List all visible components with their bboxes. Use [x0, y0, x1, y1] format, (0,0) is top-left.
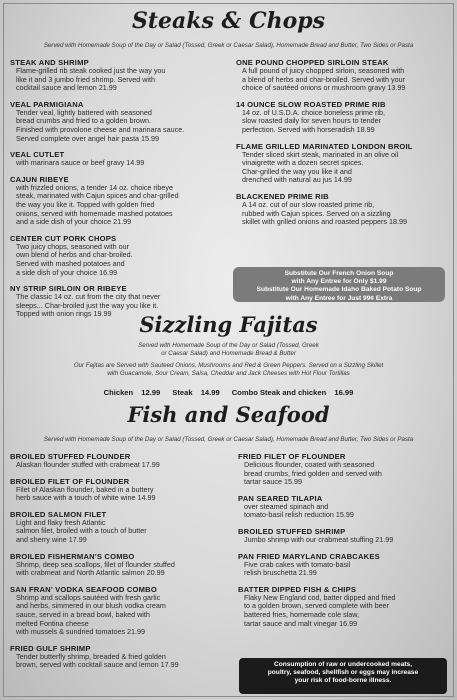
description-line: cocktail sauce and lemon 21.99 [16, 83, 117, 93]
description-line: Topped with onion rings 19.99 [16, 309, 112, 319]
menu-item [238, 585, 450, 628]
description-line: A 14 oz. cut of our slow roasted prime rib, [242, 199, 375, 209]
description-line: Tender butterfly shrimp, breaded & fried golden [16, 651, 166, 661]
description-line: A full pound of juicy chopped sirloin, seasoned with [242, 66, 405, 75]
description-line: tomato-basil relish reduction 15.99 [244, 510, 354, 520]
menu-item-description [10, 184, 232, 227]
description-line: salmon filet, broiled with a touch of butter [16, 526, 147, 536]
description-line: and sherry wine 17.99 [16, 534, 87, 544]
menu-item-description [236, 109, 450, 135]
text-line: your risk of food-borne illness. [294, 677, 392, 685]
description-line: to a golden brown, served complete with beer [244, 601, 390, 611]
description-line: the way you like it. Topped with golden fried [16, 199, 155, 209]
seafood-right-column [238, 452, 450, 635]
menu-item [10, 585, 234, 637]
menu-item-name: BROILED FISHERMAN'S COMBO [10, 551, 135, 561]
fajita-price-option [101, 388, 164, 397]
menu-item-name: FRIED GULF SHRIMP [10, 643, 91, 653]
description-line: and herbs, simmered in our blush vodka cream [16, 601, 166, 611]
description-line: battered fries, homemade cole slaw, [244, 609, 360, 619]
menu-item [10, 452, 234, 470]
text-line: Our Fajitas are Served with Sauteed Onions, Mushrooms and Red & Green Peppers. Served on a Sizzling Skillet [73, 362, 384, 369]
seafood-left-column [10, 452, 234, 677]
fajitas-description [40, 362, 417, 378]
description-line: Shrimp, deep sea scallops, filet of flounder stuffed [16, 559, 175, 569]
seafood-subtitle: Served with Homemade Soup of the Day or Salad (Tossed, Greek or Caesar Salad), Homemade Bread and Butter, Two Sides or Pasta [43, 436, 414, 443]
steaks-title: Steaks & Chops [131, 8, 326, 34]
menu-item [10, 175, 232, 227]
menu-item-description [238, 594, 450, 628]
description-line: like it and 3 jumbo fried shrimp. Served with [16, 74, 156, 84]
fajita-option-price: 16.99 [334, 388, 354, 397]
steaks-right-column [236, 58, 450, 234]
description-line: Flame-grilled rib steak cooked just the way you [16, 66, 166, 75]
menu-item-description [10, 653, 234, 670]
menu-item-description [236, 201, 450, 227]
text-line: with Any Entree for Only $1.99 [291, 278, 387, 286]
fajita-price-option [229, 388, 357, 397]
fajitas-title: Sizzling Fajitas [139, 312, 318, 337]
fajita-option-price: 12.99 [141, 388, 161, 397]
menu-item-name: NY STRIP SIRLOIN OR RIBEYE [10, 284, 127, 294]
menu-item [10, 477, 234, 503]
description-line: relish bruschetta 21.99 [244, 568, 317, 578]
description-line: herb sauce with a touch of white wine 14.99 [16, 493, 156, 503]
description-line: slow roasted daily for seven hours to tender [242, 116, 382, 126]
description-line: skillet with grilled onions and roasted peppers 18.99 [242, 217, 408, 227]
description-line: Finished with provolone cheese and marinara sauce. [16, 124, 185, 134]
menu-item-description [10, 486, 234, 503]
menu-item-description [238, 503, 450, 520]
menu-item [10, 234, 232, 277]
menu-item [10, 150, 232, 168]
menu-item-name: SAN FRAN' VODKA SEAFOOD COMBO [10, 584, 157, 594]
description-line: melted Fontina cheese [16, 618, 89, 628]
menu-item [236, 192, 450, 227]
description-line: own blend of herbs and char-broiled. [16, 250, 133, 260]
description-line: Jumbo shrimp with our crabmeat stuffing 21.99 [244, 534, 394, 544]
menu-item-name: BROILED FILET OF FLOUNDER [10, 476, 130, 486]
description-line: 14 oz. of U.S.D.A. choice boneless prime rib, [242, 107, 386, 117]
menu-item [238, 527, 450, 545]
description-line: a side dish of your choice 16.99 [16, 267, 118, 277]
soup-substitution-promo [233, 267, 445, 302]
text-line: Substitute Our Homemade Idaho Baked Potato Soup [256, 286, 422, 294]
description-line: over steamed spinach and [244, 501, 329, 511]
text-line: Consumption of raw or undercooked meats, [273, 661, 413, 668]
menu-item-name: BROILED SALMON FILET [10, 509, 107, 519]
seafood-title: Fish and Seafood [127, 402, 330, 427]
menu-item [10, 644, 234, 670]
menu-item-name: PAN SEARED TILAPIA [238, 493, 323, 503]
menu-item-description [10, 461, 234, 470]
description-line: with marinara sauce or beef gravy 14.99 [16, 158, 145, 168]
menu-item [238, 552, 450, 578]
text-line: with Guacamole, Sour Cream, Salsa, Cheddar and Jack Cheeses with Hot Flour Tortillas [107, 370, 350, 377]
fajita-option-label: Chicken [103, 388, 134, 397]
steaks-subtitle: Served with Homemade Soup of the Day or Salad (Tossed, Greek or Caesar Salad), Homemade Bread and Butter, Two Sides or Pasta [43, 42, 414, 49]
menu-item-name: FRIED FILET OF FLOUNDER [238, 452, 346, 461]
menu-item-name: CAJUN RIBEYE [10, 174, 69, 184]
description-line: Filet of Alaskan flounder, baked in a buttery [16, 484, 154, 494]
description-line: and a side dish of your choice 21.99 [16, 217, 132, 227]
fajitas-subtitle [10, 342, 447, 358]
description-line: Tender sliced skirt steak, marinated in an olive oil [242, 149, 399, 159]
description-line: The classic 14 oz. cut from the city that never [16, 292, 161, 302]
text-line: Served with Homemade Soup of the Day or Salad (Tossed, Greek [138, 342, 319, 349]
description-line: bread crumbs, fried golden and served with [244, 468, 382, 478]
description-line: bread crumbs and fried to a golden brown. [16, 116, 152, 126]
description-line: Shrimp and scallops sautéed with fresh garlic [16, 592, 161, 602]
description-line: drenched with natural au jus 14.99 [242, 175, 352, 185]
menu-item-name: CENTER CUT PORK CHOPS [10, 233, 117, 243]
menu-item-description [236, 151, 450, 185]
fajita-price-option [169, 388, 222, 397]
menu-item [236, 58, 450, 93]
description-line: choice of sautéed onions or mushroom gravy 13.99 [242, 83, 406, 93]
menu-item-description [238, 461, 450, 487]
description-line: sauce, served in a bread bowl, baked with [16, 609, 150, 619]
menu-item [10, 58, 232, 93]
description-line: tartar sauce and malt vinegar 16.99 [244, 618, 358, 628]
menu-item-description [238, 536, 450, 545]
description-line: Served complete over angel hair pasta 15.99 [16, 133, 160, 143]
menu-item [238, 452, 450, 487]
text-line: or Caesar Salad) and Homemade Bread & Butter [161, 350, 296, 357]
menu-item-description [10, 594, 234, 637]
menu-item-description [10, 561, 234, 578]
menu-item-name: PAN FRIED MARYLAND CRABCAKES [238, 551, 380, 561]
menu-item-name: VEAL CUTLET [10, 150, 65, 160]
menu-item [236, 100, 450, 135]
description-line: Flaky New England cod, batter dipped and fried [244, 592, 396, 602]
menu-item-description [10, 109, 232, 143]
description-line: tartar sauce 15.99 [244, 477, 302, 487]
menu-item-description [238, 561, 450, 578]
text-line: with Any Entree for Just 99¢ Extra [285, 294, 393, 302]
menu-item [10, 552, 234, 578]
food-safety-warning [239, 658, 447, 694]
menu-item-description [236, 67, 450, 93]
menu-item-name: STEAK AND SHRIMP [10, 58, 89, 67]
description-line: Tender veal, lightly battered with seasoned [16, 107, 152, 117]
description-line: with frizzled onions, a tender 14 oz. choice ribeye [16, 182, 174, 192]
fajitas-prices [0, 388, 457, 397]
fajita-option-label: Combo Steak and chicken [231, 388, 327, 397]
menu-item-description [10, 243, 232, 277]
description-line: sleeps... Char-broiled just the way you like it. [16, 300, 159, 310]
menu-item-description [10, 519, 234, 545]
menu-item-name: FLAME GRILLED MARINATED LONDON BROIL [236, 141, 413, 151]
menu-item-name: 14 OUNCE SLOW ROASTED PRIME RIB [236, 99, 386, 109]
menu-item-description [10, 159, 232, 168]
description-line: with mussels & sundried tomatoes 21.99 [16, 627, 146, 637]
menu-item [236, 142, 450, 185]
menu-item-name: BLACKENED PRIME RIB [236, 191, 329, 201]
menu-item-name: VEAL PARMIGIANA [10, 99, 84, 109]
description-line: Two juicy chops, seasoned with our [16, 241, 130, 251]
menu-item-name: BATTER DIPPED FISH & CHIPS [238, 584, 357, 594]
menu-item-name: BROILED STUFFED FLOUNDER [10, 452, 131, 461]
description-line: steak, marinated with Cajun spices and char-grilled [16, 191, 179, 201]
description-line: onions, served with homemade mashed potatoes [16, 208, 173, 218]
menu-item [10, 510, 234, 545]
description-line: Delicious flounder, coated with seasoned [244, 460, 375, 469]
description-line: vinaigrette with a dozen secret spices. [242, 158, 364, 168]
description-line: Alaskan flounder stuffed with crabmeat 17.99 [16, 460, 160, 469]
steaks-left-column [10, 58, 232, 326]
description-line: Served with mashed potatoes and [16, 258, 125, 268]
description-line: a blend of herbs and char-broiled. Served with your [242, 74, 406, 84]
description-line: Five crab cakes with tomato-basil [244, 559, 351, 569]
description-line: rubbed with Cajun spices. Served on a sizzling [242, 208, 391, 218]
menu-item-name: ONE POUND CHOPPED SIRLOIN STEAK [236, 58, 389, 67]
description-line: with crabmeat and North Atlantic salmon 20.99 [16, 568, 165, 578]
menu-item [10, 100, 232, 143]
menu-item-name: BROILED STUFFED SHRIMP [238, 526, 346, 536]
description-line: perfection. Served with horseradish 18.99 [242, 124, 375, 134]
text-line: Substitute Our French Onion Soup [284, 270, 394, 277]
fajita-option-label: Steak [172, 388, 193, 397]
menu-item [238, 494, 450, 520]
description-line: Light and flaky fresh Atlantic [16, 517, 106, 527]
fajita-option-price: 14.99 [200, 388, 220, 397]
description-line: Char-grilled the way you like it and [242, 166, 352, 176]
text-line: poultry, seafood, shellfish or eggs may increase [267, 669, 419, 677]
description-line: brown, served with cocktail sauce and lemon 17.99 [16, 660, 179, 670]
menu-item-description [10, 67, 232, 93]
